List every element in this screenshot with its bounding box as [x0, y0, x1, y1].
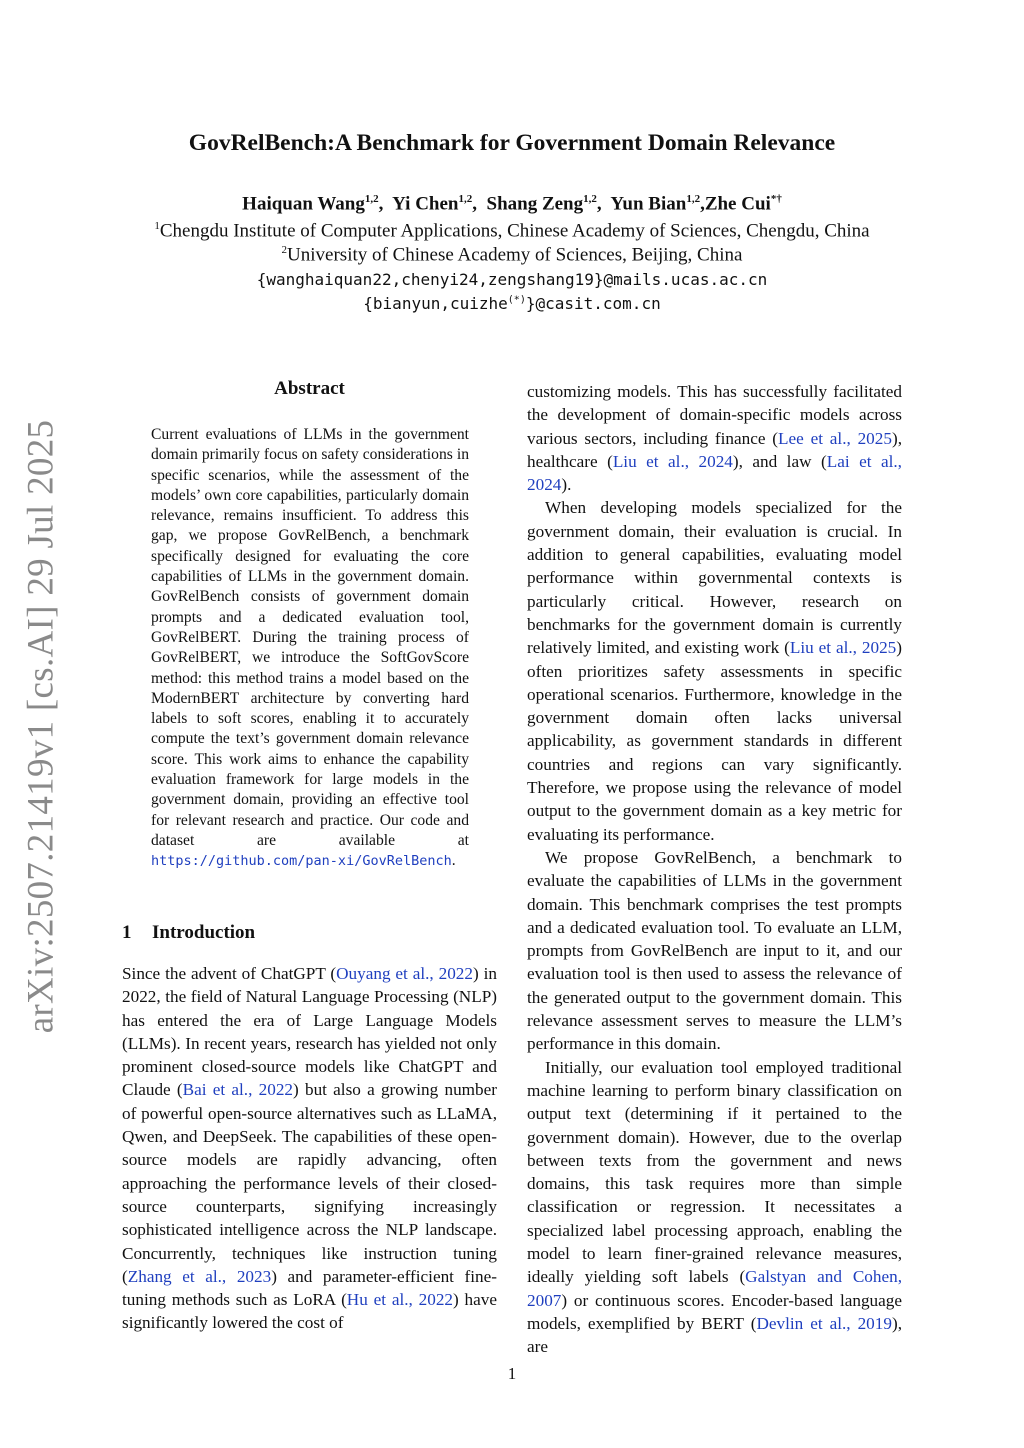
text-run: Initially, our evaluation tool employed traditional machine learning to perform binary classification on output text (determining if it pertained to the government domain). However, due to the overlap between texts from the government and news domains, this task requires more than simple classification or regression. It necessitates a specialized label processing approach, enabling the model to learn finer-grained relevance measures, ideally yielding soft labels (: [527, 1057, 902, 1287]
email-line-1: {wanghaiquan22,chenyi24,zengshang19}@mails.ucas.ac.cn: [256, 270, 768, 289]
author-name: Zhe Cui: [704, 193, 771, 215]
text-run: ) and parameter-efficient fine-tuning methods such as LoRA (: [122, 1266, 497, 1310]
section-heading: [122, 922, 255, 944]
email-line-2: [100, 294, 924, 313]
email-mark: (*): [507, 294, 526, 306]
text-run: ), healthcare (: [527, 428, 902, 471]
affiliation-mark: 2: [281, 244, 288, 256]
citation-link[interactable]: Galstyan and Cohen, 2007: [527, 1267, 902, 1310]
author-affil-mark: 1,2: [686, 193, 701, 205]
paragraph: We propose GovRelBench, a benchmark to evaluate the capabilities of LLMs in the government domain. This benchmark comprises the test prompts and a dedicated evaluation tool. To evaluate an LLM, prompts from GovRelBench are input to it, and our evaluation tool is then used to assess the relevance of the generated output to the government domain. This relevance assessment serves to measure the LLM’s performance in this domain.: [527, 847, 902, 1054]
text-run: ).: [561, 475, 572, 495]
citation-link[interactable]: Devlin et al., 2019: [756, 1313, 892, 1333]
email-part: {bianyun,cuizhe: [363, 294, 508, 313]
citation-link[interactable]: Zhang et al., 2023: [127, 1266, 272, 1286]
author-separator: ,: [472, 193, 487, 215]
code-link[interactable]: https://github.com/pan-xi/GovRelBench: [151, 853, 452, 870]
author-affil-mark: *†: [770, 193, 782, 205]
text-run: customizing models. This has successfully facilitated the development of domain-specific models across various sectors, including finance (: [527, 382, 902, 448]
citation-link[interactable]: Hu et al., 2022: [346, 1290, 454, 1310]
abstract-text: Current evaluations of LLMs in the government domain primarily focus on safety considerations in specific scenarios, while the assessment of the models’ own core capabilities, particularly domain relevance, remains insufficient. To address this gap, we propose GovRelBench, a benchmark specifically designed for evaluating the core capabilities of LLMs in the government domain. GovRelBench consists of government domain prompts and a dedicated evaluation tool, GovRelBERT. During the training process of GovRelBERT, we introduce the SoftGovScore method: this method trains a model based on the ModernBERT architecture by converting hard labels to soft scores, enabling it to accurately compute the text’s government domain relevance score. This work aims to enhance the capability evaluation framework for large models in the government domain, providing an effective tool for relevant research and practice. Our code and dataset are available at: [151, 426, 469, 849]
author-name: Yi Chen: [392, 193, 459, 215]
arxiv-id: arXiv:2507.21419v1 [cs.AI] 29 Jul 2025: [20, 419, 62, 1033]
author-affil-mark: 1,2: [364, 193, 379, 205]
text-run: When developing models specialized for the government domain, their evaluation is crucial. In addition to general capabilities, evaluating model performance within governmental contexts is particularly critical. However, research on benchmarks for the government domain is currently relatively limited, and existing work (: [527, 498, 902, 658]
section-number: 1: [122, 922, 132, 943]
citation-link[interactable]: Lai et al., 2024: [527, 451, 902, 495]
abstract-end: .: [451, 852, 456, 870]
text-run: ) or continuous scores. Encoder-based language models, exemplified by BERT (: [527, 1290, 902, 1333]
author-name: Haiquan Wang: [242, 193, 365, 215]
paragraph: [527, 1056, 902, 1359]
author-name: Shang Zeng: [486, 193, 584, 215]
abstract-heading: Abstract: [274, 378, 345, 399]
text-run: ) often prioritizes safety assessments in specific operational scenarios. Furthermore, knowledge in the government domain often lacks universal applicability, as government standards in different countries and regions can vary significantly. Therefore, we propose using the relevance of model output to the government domain as a key metric for evaluating its performance.: [527, 638, 902, 844]
affiliation-text: University of Chinese Academy of Sciences, Beijing, China: [287, 244, 743, 266]
author-separator: ,: [378, 193, 393, 215]
citation-link[interactable]: Liu et al., 2024: [612, 451, 733, 471]
intro-right-column: [527, 380, 902, 1358]
author-affil-mark: 1,2: [458, 193, 473, 205]
author-affil-mark: 1,2: [583, 193, 597, 205]
citation-link[interactable]: Lee et al., 2025: [778, 428, 892, 448]
citation-link[interactable]: Ouyang et al., 2022: [336, 964, 473, 983]
affiliation-text: Chengdu Institute of Computer Applications, Chinese Academy of Sciences, Chengdu, China: [159, 220, 870, 242]
author-separator: ,: [596, 193, 611, 215]
arxiv-stamp: [10, 419, 72, 1033]
text-run: ), are: [527, 1313, 902, 1357]
affiliation-2: [100, 244, 924, 266]
section-title: Introduction: [152, 922, 256, 943]
text-run: ) have significantly lowered the cost of: [122, 1290, 497, 1333]
paragraph: [527, 496, 902, 845]
text-run: ) in 2022, the field of Natural Language Processing (NLP) has entered the era of Large Language Models (LLMs). In recent years, research has yielded not only prominent closed-source models like ChatGPT and Claude (: [122, 964, 497, 1100]
text-run: ) but also a growing number of powerful open-source alternatives such as LLaMA, Qwen, and DeepSeek. The capabilities of these open-source models are rapidly advancing, often approaching the performance levels of their closed-source counterparts, signifying increasingly sophisticated intelligence across the NLP landscape. Concurrently, techniques like instruction tuning (: [122, 1080, 497, 1286]
author-separator: ,: [700, 193, 705, 215]
paragraph: [527, 380, 902, 496]
citation-link[interactable]: Liu et al., 2025: [789, 638, 897, 658]
text-run: ), and law (: [732, 451, 827, 471]
citation-link[interactable]: Bai et al., 2022: [182, 1080, 294, 1100]
intro-left-column: [122, 962, 497, 1335]
affiliation-mark: 1: [154, 220, 160, 232]
abstract-body: [151, 425, 469, 872]
paper-title: GovRelBench:A Benchmark for Government Domain Relevance: [188, 130, 836, 156]
text-run: Since the advent of ChatGPT (: [122, 964, 337, 983]
paragraph: [122, 962, 497, 1335]
author-list: [100, 193, 924, 215]
affiliation-1: [100, 220, 924, 242]
page-number: 1: [507, 1364, 517, 1383]
email-part: }@casit.com.cn: [525, 294, 661, 313]
author-name: Yun Bian: [610, 193, 687, 215]
